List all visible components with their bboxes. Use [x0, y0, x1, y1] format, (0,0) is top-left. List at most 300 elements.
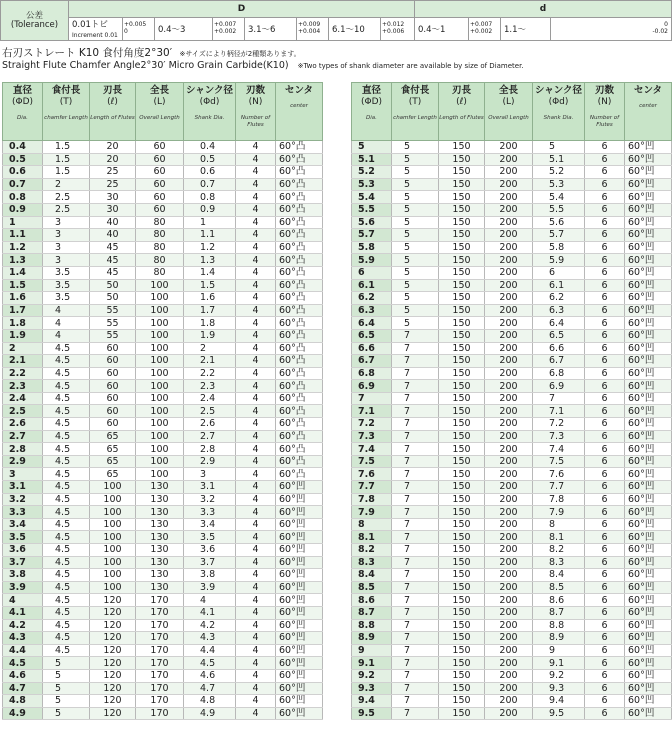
column-header-jp: 刃数: [594, 85, 614, 96]
cell-overall-length: 200: [485, 531, 533, 544]
table-row: [3, 317, 323, 330]
D-range: 6.1～10: [329, 18, 381, 41]
column-header-symbol: (L): [502, 96, 515, 107]
cell-dia: 9.2: [352, 669, 392, 682]
column-header-en: Dia.: [366, 115, 377, 122]
cell-flute-length: 150: [439, 581, 485, 594]
cell-flute-count: 6: [585, 405, 625, 418]
cell-dia: 7.7: [352, 481, 392, 494]
cell-center: 60°凸: [276, 141, 323, 154]
cell-overall-length: 130: [136, 481, 184, 494]
cell-shank-dia: 1.7: [184, 304, 236, 317]
column-header-en: center: [290, 102, 308, 109]
column-header-chamfer-length: [392, 83, 439, 141]
cell-center: 60°凸: [276, 455, 323, 468]
column-header-symbol: (N): [597, 96, 612, 107]
cell-flute-count: 4: [236, 141, 276, 154]
table-row: [3, 594, 323, 607]
cell-center: 60°凸: [276, 392, 323, 405]
dev-upper: +0.005: [124, 21, 147, 29]
cell-chamfer-length: 1.5: [43, 141, 90, 154]
cell-flute-length: 150: [439, 304, 485, 317]
cell-center: 60°凹: [276, 632, 323, 645]
cell-overall-length: 170: [136, 644, 184, 657]
cell-overall-length: 200: [485, 481, 533, 494]
table-row: [352, 443, 672, 456]
cell-flute-length: 150: [439, 606, 485, 619]
column-header-jp: 直径: [12, 85, 32, 96]
cell-dia: 0.9: [3, 203, 43, 216]
cell-center: 60°凹: [625, 468, 672, 481]
cell-dia: 8.2: [352, 544, 392, 557]
cell-flute-length: 50: [90, 292, 136, 305]
cell-shank-dia: 3.6: [184, 544, 236, 557]
cell-dia: 5.3: [352, 178, 392, 191]
dev-upper: +0.007: [470, 21, 493, 29]
cell-overall-length: 200: [485, 241, 533, 254]
cell-center: 60°凹: [276, 695, 323, 708]
column-header-symbol: (L): [153, 96, 166, 107]
product-title-en: [2, 60, 524, 71]
table-row: [3, 367, 323, 380]
cell-flute-count: 6: [585, 178, 625, 191]
column-header-jp: 刃数: [245, 85, 265, 96]
cell-chamfer-length: 7: [392, 443, 439, 456]
cell-dia: 6.2: [352, 292, 392, 305]
table-row: [3, 657, 323, 670]
cell-dia: 9.5: [352, 707, 392, 720]
cell-shank-dia: 7.6: [533, 468, 585, 481]
cell-center: 60°凹: [625, 695, 672, 708]
cell-flute-length: 120: [90, 682, 136, 695]
cell-overall-length: 170: [136, 632, 184, 645]
cell-shank-dia: 7.2: [533, 418, 585, 431]
cell-overall-length: 130: [136, 544, 184, 557]
D-range: 3.1～6: [245, 18, 297, 41]
cell-flute-count: 6: [585, 506, 625, 519]
cell-flute-count: 4: [236, 531, 276, 544]
table-row: [3, 606, 323, 619]
cell-chamfer-length: 3.5: [43, 266, 90, 279]
table-row: [3, 481, 323, 494]
column-header-jp: 直径: [361, 85, 381, 96]
table-row: [352, 166, 672, 179]
cell-flute-count: 6: [585, 342, 625, 355]
column-header-flute-length: [439, 83, 485, 141]
column-header-symbol: (ℓ): [456, 96, 467, 107]
column-header-jp: シャンク径: [534, 85, 583, 96]
cell-chamfer-length: 5: [392, 266, 439, 279]
cell-dia: 3.4: [3, 518, 43, 531]
column-header-symbol: (Φd): [199, 96, 220, 107]
cell-center: 60°凹: [276, 606, 323, 619]
cell-chamfer-length: 4.5: [43, 380, 90, 393]
cell-flute-length: 20: [90, 153, 136, 166]
cell-shank-dia: 7.4: [533, 443, 585, 456]
table-row: [352, 455, 672, 468]
cell-flute-length: 150: [439, 569, 485, 582]
cell-dia: 8.6: [352, 594, 392, 607]
cell-flute-length: 150: [439, 657, 485, 670]
cell-flute-length: 30: [90, 191, 136, 204]
cell-flute-length: 60: [90, 392, 136, 405]
cell-overall-length: 100: [136, 468, 184, 481]
cell-overall-length: 200: [485, 367, 533, 380]
cell-overall-length: 100: [136, 342, 184, 355]
cell-center: 60°凹: [625, 304, 672, 317]
cell-overall-length: 170: [136, 707, 184, 720]
column-header-jp: 食付長: [400, 85, 430, 96]
table-row: [3, 619, 323, 632]
cell-flute-length: 150: [439, 367, 485, 380]
cell-shank-dia: 7.3: [533, 430, 585, 443]
cell-flute-count: 6: [585, 279, 625, 292]
cell-flute-count: 4: [236, 606, 276, 619]
cell-shank-dia: 2.5: [184, 405, 236, 418]
cell-flute-count: 4: [236, 430, 276, 443]
cell-dia: 5.6: [352, 216, 392, 229]
cell-overall-length: 200: [485, 418, 533, 431]
cell-chamfer-length: 4.5: [43, 493, 90, 506]
title-en-text: Straight Flute Chamfer Angle2°30′ Micro Grain Carbide(K10): [2, 60, 289, 71]
cell-chamfer-length: 7: [392, 518, 439, 531]
column-header-en: Shank Dia.: [543, 115, 574, 122]
cell-flute-length: 120: [90, 669, 136, 682]
cell-shank-dia: 6.8: [533, 367, 585, 380]
cell-flute-count: 6: [585, 493, 625, 506]
column-header-jp: 全長: [498, 85, 518, 96]
table-row: [3, 141, 323, 154]
cell-flute-length: 60: [90, 418, 136, 431]
cell-shank-dia: 0.5: [184, 153, 236, 166]
cell-overall-length: 60: [136, 203, 184, 216]
column-header-jp: 全長: [149, 85, 169, 96]
cell-flute-count: 4: [236, 518, 276, 531]
cell-flute-count: 6: [585, 216, 625, 229]
cell-center: 60°凹: [276, 581, 323, 594]
cell-flute-length: 150: [439, 279, 485, 292]
cell-flute-count: 4: [236, 657, 276, 670]
cell-flute-count: 6: [585, 367, 625, 380]
cell-flute-length: 150: [439, 594, 485, 607]
cell-dia: 6.9: [352, 380, 392, 393]
column-header-symbol: (ℓ): [107, 96, 118, 107]
cell-overall-length: 200: [485, 392, 533, 405]
increment-en: Increment 0.01: [72, 32, 118, 39]
cell-chamfer-length: 7: [392, 606, 439, 619]
cell-dia: 5.8: [352, 241, 392, 254]
cell-dia: 2.7: [3, 430, 43, 443]
cell-flute-count: 6: [585, 317, 625, 330]
cell-shank-dia: 4.5: [184, 657, 236, 670]
cell-overall-length: 130: [136, 531, 184, 544]
cell-flute-length: 60: [90, 367, 136, 380]
cell-flute-count: 6: [585, 606, 625, 619]
cell-overall-length: 100: [136, 405, 184, 418]
cell-shank-dia: 0.7: [184, 178, 236, 191]
cell-flute-length: 150: [439, 266, 485, 279]
cell-shank-dia: 1.3: [184, 254, 236, 267]
table-row: [352, 418, 672, 431]
table-row: [352, 329, 672, 342]
column-header-jp: シャンク径: [185, 85, 234, 96]
cell-flute-count: 6: [585, 644, 625, 657]
cell-flute-count: 4: [236, 153, 276, 166]
cell-chamfer-length: 4: [43, 304, 90, 317]
cell-chamfer-length: 5: [392, 304, 439, 317]
cell-overall-length: 200: [485, 455, 533, 468]
cell-flute-count: 4: [236, 544, 276, 557]
cell-chamfer-length: 7: [392, 556, 439, 569]
cell-shank-dia: 3.9: [184, 581, 236, 594]
cell-overall-length: 170: [136, 606, 184, 619]
cell-shank-dia: 4.9: [184, 707, 236, 720]
table-row: [3, 166, 323, 179]
cell-chamfer-length: 7: [392, 569, 439, 582]
cell-overall-length: 200: [485, 443, 533, 456]
cell-shank-dia: 6.3: [533, 304, 585, 317]
cell-flute-length: 150: [439, 141, 485, 154]
cell-dia: 2: [3, 342, 43, 355]
cell-shank-dia: 9: [533, 644, 585, 657]
cell-center: 60°凹: [276, 644, 323, 657]
cell-shank-dia: 2: [184, 342, 236, 355]
cell-flute-count: 4: [236, 594, 276, 607]
cell-center: 60°凹: [625, 594, 672, 607]
table-row: [352, 203, 672, 216]
cell-shank-dia: 3.1: [184, 481, 236, 494]
cell-dia: 1.6: [3, 292, 43, 305]
cell-chamfer-length: 4.5: [43, 418, 90, 431]
table-row: [3, 229, 323, 242]
cell-overall-length: 200: [485, 317, 533, 330]
cell-flute-count: 6: [585, 292, 625, 305]
cell-flute-length: 150: [439, 481, 485, 494]
cell-shank-dia: 7.9: [533, 506, 585, 519]
cell-chamfer-length: 7: [392, 418, 439, 431]
cell-flute-length: 65: [90, 443, 136, 456]
table-row: [3, 669, 323, 682]
table-row: [352, 367, 672, 380]
cell-overall-length: 170: [136, 695, 184, 708]
cell-chamfer-length: 4.5: [43, 544, 90, 557]
cell-flute-length: 150: [439, 229, 485, 242]
cell-flute-count: 6: [585, 355, 625, 368]
dev-upper: 0: [664, 21, 668, 29]
table-row: [3, 518, 323, 531]
table-row: [352, 342, 672, 355]
cell-center: 60°凸: [276, 342, 323, 355]
column-header-overall-length: [136, 83, 184, 141]
cell-overall-length: 200: [485, 695, 533, 708]
cell-flute-length: 150: [439, 392, 485, 405]
cell-flute-count: 4: [236, 191, 276, 204]
cell-center: 60°凸: [276, 279, 323, 292]
cell-flute-length: 150: [439, 506, 485, 519]
cell-chamfer-length: 4.5: [43, 342, 90, 355]
cell-overall-length: 100: [136, 317, 184, 330]
cell-dia: 2.6: [3, 418, 43, 431]
cell-flute-count: 6: [585, 481, 625, 494]
cell-dia: 2.5: [3, 405, 43, 418]
increment-dev: [123, 18, 155, 41]
cell-flute-length: 60: [90, 405, 136, 418]
column-header-en: chamfer Length: [44, 115, 88, 122]
cell-dia: 8.5: [352, 581, 392, 594]
cell-flute-count: 6: [585, 569, 625, 582]
cell-center: 60°凹: [625, 266, 672, 279]
cell-chamfer-length: 2.5: [43, 203, 90, 216]
cell-chamfer-length: 4.5: [43, 392, 90, 405]
cell-overall-length: 100: [136, 418, 184, 431]
cell-flute-length: 150: [439, 405, 485, 418]
cell-shank-dia: 5: [533, 141, 585, 154]
cell-flute-count: 6: [585, 380, 625, 393]
column-header-shank-dia: [533, 83, 585, 141]
cell-flute-length: 120: [90, 619, 136, 632]
table-row: [352, 544, 672, 557]
cell-shank-dia: 9.3: [533, 682, 585, 695]
cell-shank-dia: 0.6: [184, 166, 236, 179]
cell-center: 60°凹: [625, 216, 672, 229]
cell-dia: 3.5: [3, 531, 43, 544]
cell-dia: 0.4: [3, 141, 43, 154]
cell-dia: 2.4: [3, 392, 43, 405]
table-row: [352, 644, 672, 657]
table-row: [352, 430, 672, 443]
cell-dia: 7.6: [352, 468, 392, 481]
cell-chamfer-length: 7: [392, 657, 439, 670]
cell-center: 60°凹: [625, 292, 672, 305]
tolerance-D-header: D: [69, 1, 415, 18]
cell-shank-dia: 6.4: [533, 317, 585, 330]
column-header-shank-dia: [184, 83, 236, 141]
cell-chamfer-length: 7: [392, 544, 439, 557]
cell-center: 60°凸: [276, 355, 323, 368]
cell-flute-length: 55: [90, 317, 136, 330]
cell-chamfer-length: 5: [392, 292, 439, 305]
dev-upper: +0.012: [382, 21, 405, 29]
cell-overall-length: 80: [136, 229, 184, 242]
cell-center: 60°凹: [625, 619, 672, 632]
cell-flute-length: 60: [90, 380, 136, 393]
cell-shank-dia: 2.9: [184, 455, 236, 468]
cell-flute-count: 4: [236, 506, 276, 519]
cell-chamfer-length: 4.5: [43, 556, 90, 569]
tolerance-table: [0, 0, 672, 41]
cell-center: 60°凹: [625, 455, 672, 468]
table-row: [352, 518, 672, 531]
dev-lower: -0.02: [652, 28, 668, 35]
cell-dia: 0.6: [3, 166, 43, 179]
cell-dia: 8.9: [352, 632, 392, 645]
cell-center: 60°凹: [625, 430, 672, 443]
cell-chamfer-length: 5: [392, 166, 439, 179]
table-row: [352, 254, 672, 267]
cell-dia: 4.1: [3, 606, 43, 619]
cell-flute-length: 150: [439, 518, 485, 531]
cell-shank-dia: 7.8: [533, 493, 585, 506]
cell-overall-length: 200: [485, 606, 533, 619]
table-row: [352, 380, 672, 393]
cell-flute-length: 150: [439, 329, 485, 342]
product-title-jp: [2, 45, 301, 60]
cell-chamfer-length: 7: [392, 342, 439, 355]
table-row: [3, 266, 323, 279]
cell-shank-dia: 2.4: [184, 392, 236, 405]
title-en-note: ※Two types of shank diameter are available by size of Diameter.: [297, 62, 524, 70]
spec-table-right: [351, 82, 672, 720]
cell-center: 60°凹: [625, 241, 672, 254]
cell-shank-dia: 8.8: [533, 619, 585, 632]
cell-overall-length: 100: [136, 380, 184, 393]
cell-shank-dia: 5.5: [533, 203, 585, 216]
cell-dia: 6.1: [352, 279, 392, 292]
cell-center: 60°凸: [276, 229, 323, 242]
cell-dia: 1.8: [3, 317, 43, 330]
cell-center: 60°凸: [276, 367, 323, 380]
cell-dia: 6.4: [352, 317, 392, 330]
cell-center: 60°凸: [276, 468, 323, 481]
table-row: [352, 506, 672, 519]
cell-flute-count: 4: [236, 317, 276, 330]
cell-overall-length: 200: [485, 619, 533, 632]
cell-overall-length: 100: [136, 455, 184, 468]
cell-overall-length: 200: [485, 405, 533, 418]
cell-center: 60°凹: [625, 329, 672, 342]
cell-center: 60°凹: [625, 707, 672, 720]
cell-dia: 9.4: [352, 695, 392, 708]
cell-flute-count: 4: [236, 266, 276, 279]
cell-shank-dia: 3.2: [184, 493, 236, 506]
cell-overall-length: 170: [136, 619, 184, 632]
cell-chamfer-length: 7: [392, 644, 439, 657]
table-row: [352, 191, 672, 204]
dev-lower: +0.002: [470, 28, 493, 35]
table-row: [3, 178, 323, 191]
cell-chamfer-length: 5: [392, 178, 439, 191]
cell-flute-length: 150: [439, 166, 485, 179]
cell-flute-count: 6: [585, 266, 625, 279]
cell-flute-length: 150: [439, 443, 485, 456]
cell-shank-dia: 3: [184, 468, 236, 481]
cell-shank-dia: 3.4: [184, 518, 236, 531]
cell-flute-count: 6: [585, 682, 625, 695]
table-row: [3, 342, 323, 355]
cell-overall-length: 200: [485, 556, 533, 569]
cell-flute-length: 55: [90, 329, 136, 342]
column-header-flute-count: [236, 83, 276, 141]
cell-center: 60°凹: [276, 544, 323, 557]
cell-overall-length: 200: [485, 279, 533, 292]
cell-dia: 2.9: [3, 455, 43, 468]
table-row: [3, 241, 323, 254]
cell-chamfer-length: 4.5: [43, 581, 90, 594]
cell-flute-length: 150: [439, 153, 485, 166]
column-header-en: Shank Dia.: [194, 115, 225, 122]
cell-chamfer-length: 5: [43, 657, 90, 670]
cell-flute-length: 40: [90, 216, 136, 229]
cell-center: 60°凸: [276, 203, 323, 216]
cell-center: 60°凹: [625, 418, 672, 431]
cell-dia: 3.9: [3, 581, 43, 594]
table-row: [3, 569, 323, 582]
cell-chamfer-length: 3: [43, 241, 90, 254]
cell-flute-length: 150: [439, 241, 485, 254]
cell-overall-length: 200: [485, 468, 533, 481]
cell-center: 60°凸: [276, 317, 323, 330]
cell-dia: 2.2: [3, 367, 43, 380]
